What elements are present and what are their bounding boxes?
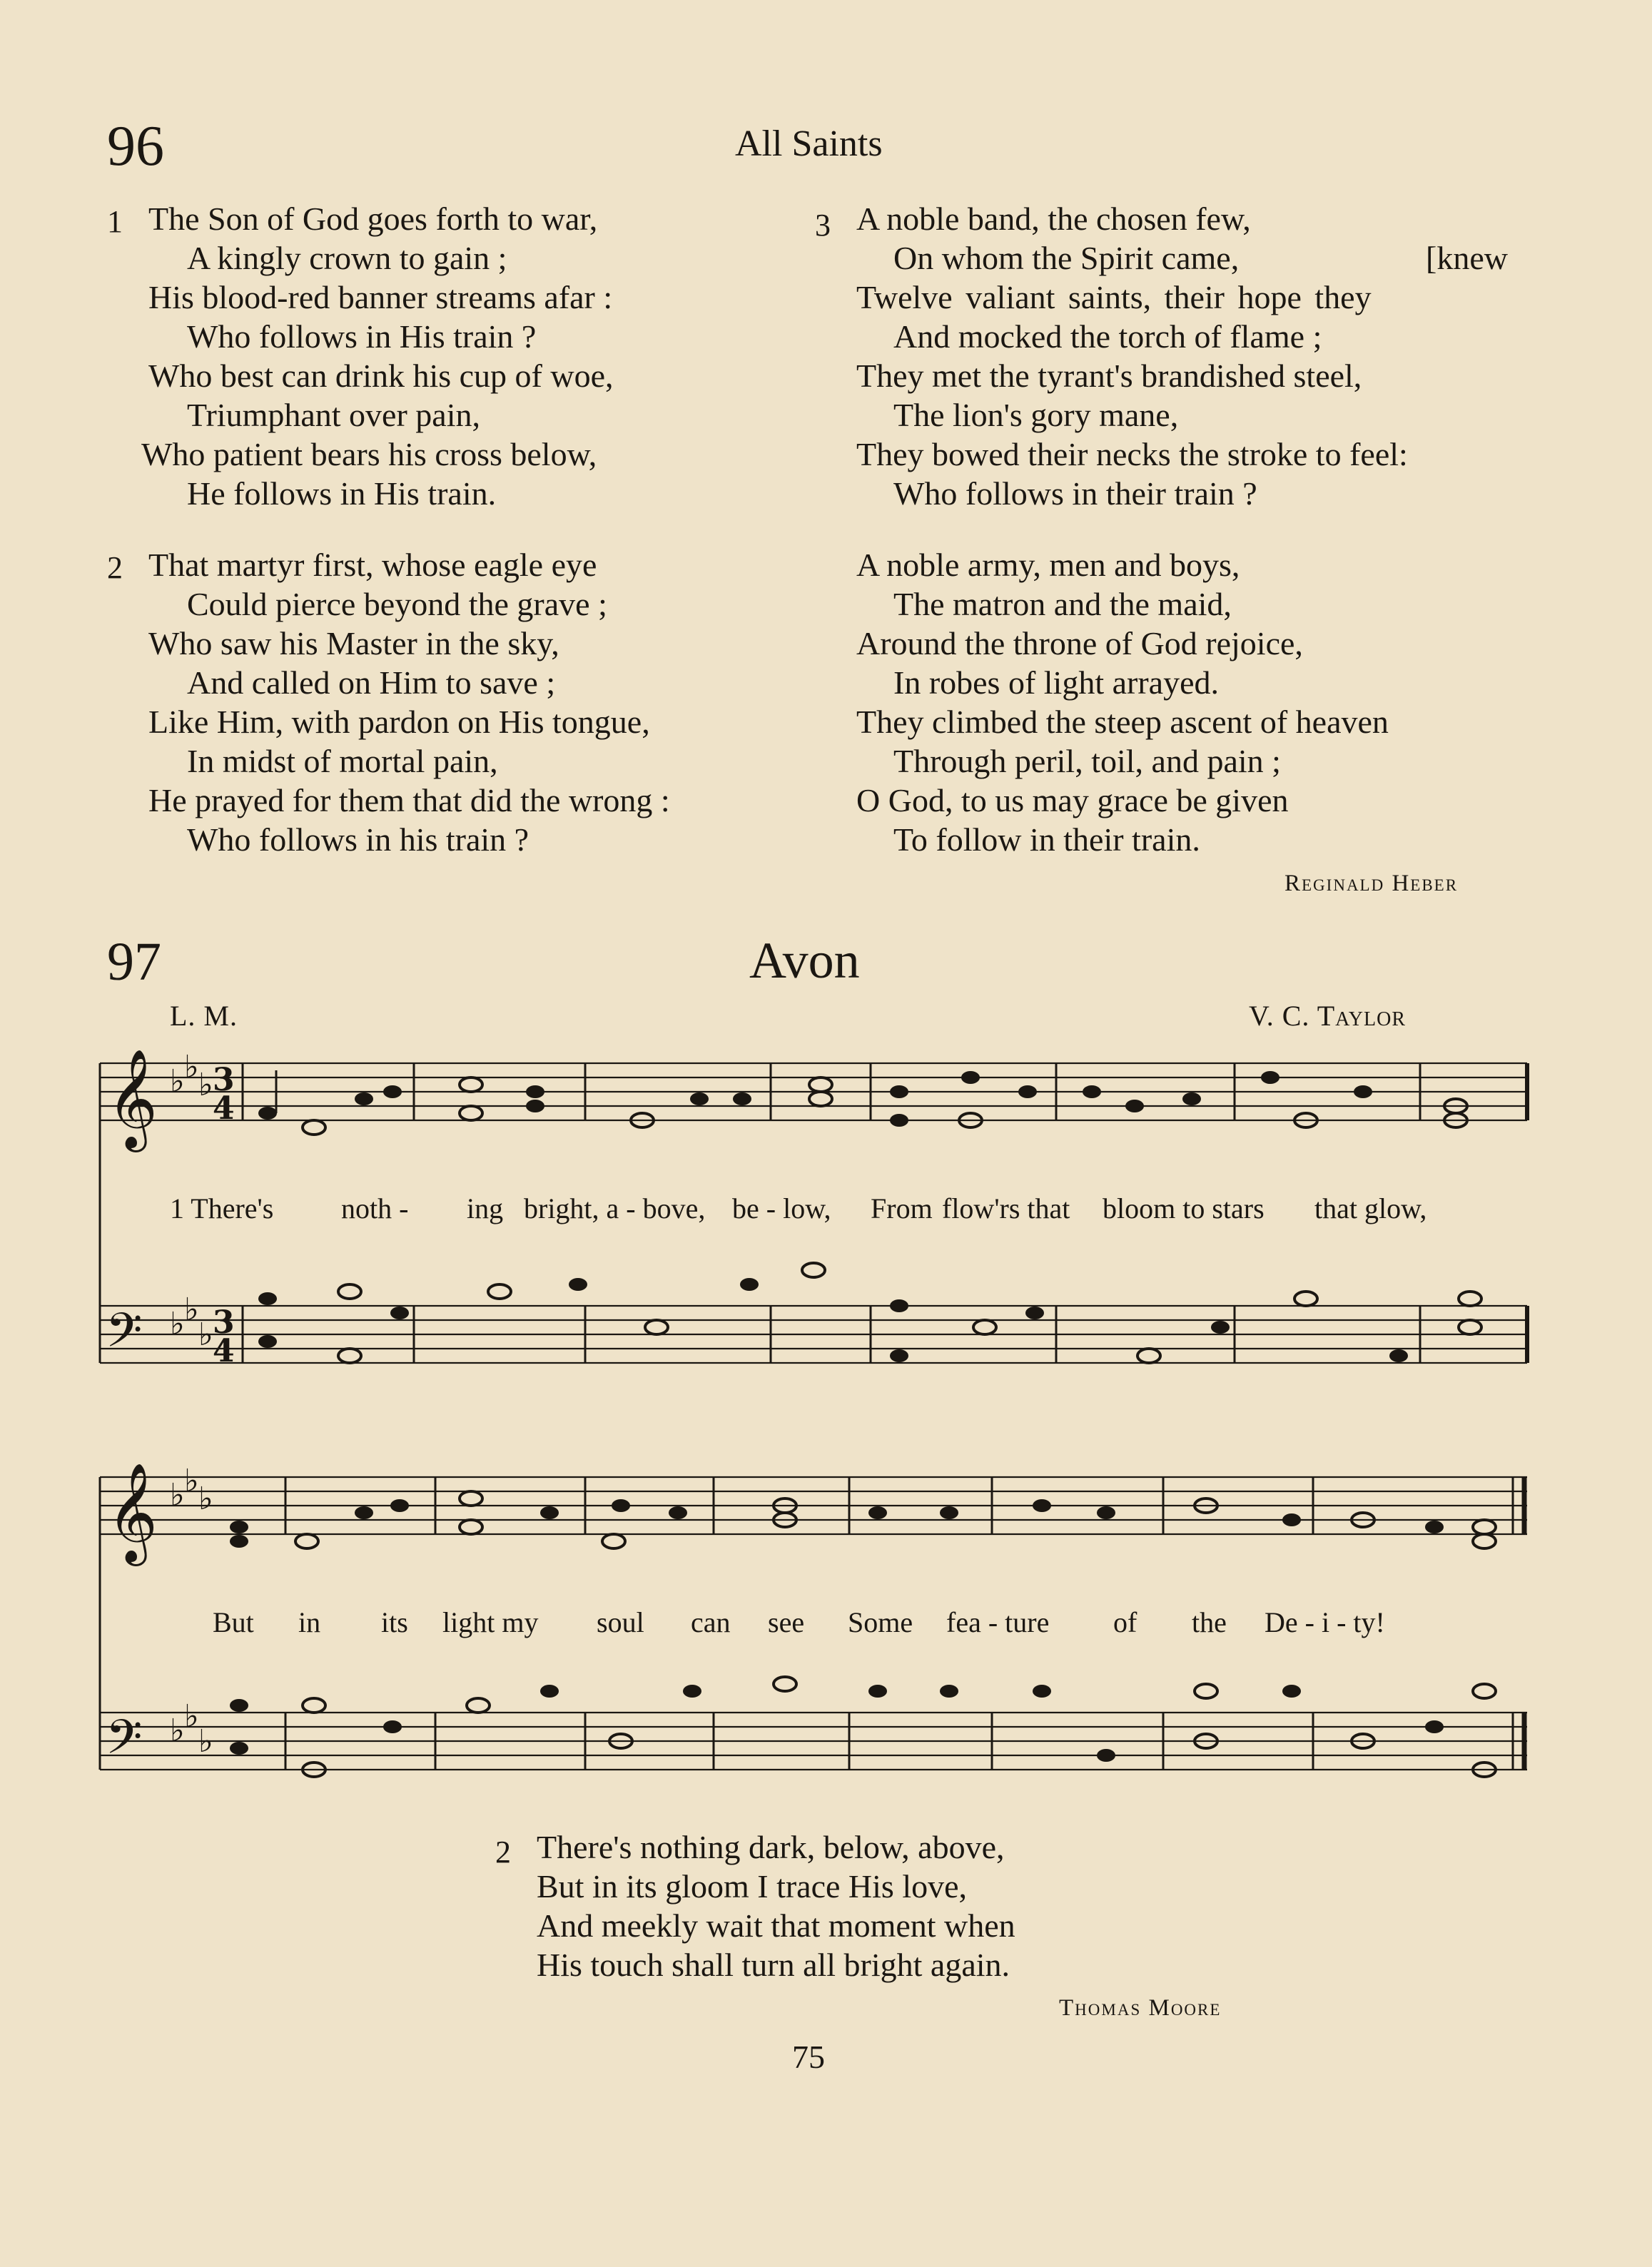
- hymn96-s4-line1: A noble army, men and boys,: [856, 547, 1240, 583]
- bass-staff-1: [100, 1306, 1527, 1363]
- hymn96-s1-line1: The Son of God goes forth to war,: [148, 201, 598, 237]
- hymn97-stanza-2-number: 2: [495, 1835, 511, 1870]
- key-signature-treble-2: [170, 1463, 213, 1517]
- stanza-1-number: 1: [107, 204, 123, 239]
- svg-text:♭: ♭: [198, 1481, 213, 1517]
- page-number-bottom: 75: [792, 2039, 825, 2075]
- lyric-1-8: that glow,: [1314, 1192, 1427, 1224]
- svg-text:♭: ♭: [170, 1063, 185, 1100]
- svg-text:♭: ♭: [184, 1049, 199, 1085]
- hymn96-s1-line3: His blood-red banner streams afar :: [148, 279, 613, 315]
- hymn96-s1-line6: Triumphant over pain,: [187, 397, 480, 433]
- hymn96-s3-line1: A noble band, the chosen few,: [856, 201, 1251, 237]
- hymn96-s1-line4: Who follows in His train ?: [187, 318, 537, 355]
- treble-clef-2: [107, 1463, 158, 1566]
- hymn96-s2-line7: He prayed for them that did the wrong :: [148, 782, 670, 818]
- treble-clef-1: [107, 1049, 158, 1152]
- lyric-2-2: its: [381, 1606, 408, 1638]
- hymn96-s3-line5: They met the tyrant's brandished steel,: [856, 357, 1362, 394]
- hymn96-s1-line7: Who patient bears his cross below,: [141, 436, 597, 472]
- svg-text:𝄞: 𝄞: [107, 1463, 158, 1562]
- lyric-2-0: But: [213, 1606, 254, 1638]
- hymn97-number: 97: [107, 932, 161, 992]
- hymn96-s3-line3: Twelve valiant saints, their hope they: [856, 279, 1372, 315]
- svg-text:3: 3: [213, 1304, 235, 1341]
- hymn96-s2-line5: Like Him, with pardon on His tongue,: [148, 704, 650, 740]
- lyric-2-10: the: [1192, 1606, 1227, 1638]
- svg-text:♭: ♭: [170, 1713, 185, 1749]
- hymn96-s3-line4: And mocked the torch of flame ;: [893, 318, 1322, 355]
- lyric-2-6: see: [768, 1606, 805, 1638]
- hymn97-s2-line4: His touch shall turn all bright again.: [537, 1947, 1010, 1983]
- lyric-2-11: De - i - ty!: [1265, 1606, 1385, 1638]
- hymn96-s2-line2: Could pierce beyond the grave ;: [187, 586, 607, 622]
- hymn96-s2-line4: And called on Him to save ;: [187, 664, 556, 701]
- hymn96-s4-line5: They climbed the steep ascent of heaven: [856, 704, 1389, 740]
- hymn96-s2-line1: That martyr first, whose eagle eye: [148, 547, 597, 583]
- hymn96-s4-line2: The matron and the maid,: [893, 586, 1232, 622]
- bass-clef-1: [106, 1303, 142, 1369]
- lyric-2-8: fea - ture: [946, 1606, 1050, 1638]
- lyric-2-5: can: [691, 1606, 731, 1638]
- hymn96-s1-line5: Who best can drink his cup of woe,: [148, 357, 614, 394]
- hymn96-s4-line3: Around the throne of God rejoice,: [856, 625, 1303, 661]
- hymn96-s3-line8: Who follows in their train ?: [893, 475, 1257, 512]
- lyric-1-6: flow'rs that: [942, 1192, 1070, 1224]
- lyric-1-7: bloom to stars: [1103, 1192, 1265, 1224]
- hymn96-author: Reginald Heber: [1284, 871, 1459, 896]
- hymn97-s2-line1: There's nothing dark, below, above,: [537, 1829, 1005, 1865]
- svg-text:𝄢: 𝄢: [106, 1710, 143, 1776]
- hymn96-s4-line8: To follow in their train.: [893, 821, 1200, 858]
- stanza-3-number: 3: [815, 208, 831, 243]
- lyric-1-1: noth -: [341, 1192, 409, 1224]
- hymn96-s3-line6: The lion's gory mane,: [893, 397, 1179, 433]
- key-signature-bass-1: [170, 1292, 213, 1353]
- hymn96-s2-line3: Who saw his Master in the sky,: [148, 625, 559, 661]
- treble-notes-1: [258, 1070, 1467, 1135]
- svg-text:𝄞: 𝄞: [107, 1049, 158, 1148]
- svg-text:♭: ♭: [198, 1067, 213, 1103]
- time-signature-treble-1: [213, 1062, 235, 1127]
- hymn96-s4-line6: Through peril, toil, and pain ;: [893, 743, 1281, 779]
- hymn96-s2-line8: Who follows in his train ?: [187, 821, 529, 858]
- svg-text:4: 4: [213, 1090, 235, 1127]
- svg-text:𝄢: 𝄢: [106, 1303, 143, 1369]
- lyric-1-2: ing: [467, 1192, 504, 1224]
- composer: V. C. Taylor: [1249, 1000, 1406, 1032]
- lyric-1-5: From: [871, 1192, 933, 1224]
- lyric-1-4: be - low,: [732, 1192, 831, 1224]
- hymn96-s1-line8: He follows in His train.: [187, 475, 497, 512]
- lyric-2-1: in: [298, 1606, 321, 1638]
- section-title: All Saints: [735, 123, 883, 164]
- hymn96-s4-line7: O God, to us may grace be given: [856, 782, 1289, 818]
- svg-text:3: 3: [213, 1062, 235, 1098]
- hymn97-author: Thomas Moore: [1059, 1995, 1222, 2021]
- svg-text:♭: ♭: [198, 1723, 213, 1760]
- key-signature-treble-1: [170, 1049, 213, 1103]
- lyric-2-7: Some: [848, 1606, 913, 1638]
- hymn96-s3-line7: They bowed their necks the stroke to feel:: [856, 436, 1408, 472]
- lyric-2-3: light my: [442, 1606, 539, 1638]
- page-number-top: 96: [107, 115, 164, 178]
- hymn97-s2-line3: And meekly wait that moment when: [537, 1907, 1015, 1944]
- stanza-2-number: 2: [107, 550, 123, 585]
- bass-clef-2: [106, 1710, 142, 1776]
- svg-text:4: 4: [213, 1333, 235, 1369]
- svg-text:♭: ♭: [184, 1698, 199, 1735]
- meter: L. M.: [170, 1000, 238, 1032]
- hymn96-s3-line2: On whom the Spirit came,: [893, 240, 1240, 276]
- lyric-1-0: 1 There's: [170, 1192, 274, 1224]
- svg-text:♭: ♭: [170, 1477, 185, 1513]
- svg-text:♭: ♭: [184, 1292, 199, 1328]
- hymn96-s3-knew: [knew: [1426, 240, 1508, 276]
- tune-name: Avon: [749, 932, 860, 989]
- lyric-1-3: bright, a - bove,: [524, 1192, 706, 1224]
- key-signature-bass-2: [170, 1698, 213, 1760]
- lyric-2-9: of: [1113, 1606, 1137, 1638]
- svg-text:♭: ♭: [184, 1463, 199, 1499]
- svg-text:♭: ♭: [198, 1317, 213, 1353]
- hymn96-s1-line2: A kingly crown to gain ;: [187, 240, 507, 276]
- lyric-2-4: soul: [597, 1606, 644, 1638]
- hymn96-s2-line6: In midst of mortal pain,: [187, 743, 498, 779]
- hymn97-s2-line2: But in its gloom I trace His love,: [537, 1868, 968, 1905]
- time-signature-bass-1: [213, 1304, 235, 1369]
- hymn96-s4-line4: In robes of light arrayed.: [893, 664, 1220, 701]
- svg-text:♭: ♭: [170, 1306, 185, 1342]
